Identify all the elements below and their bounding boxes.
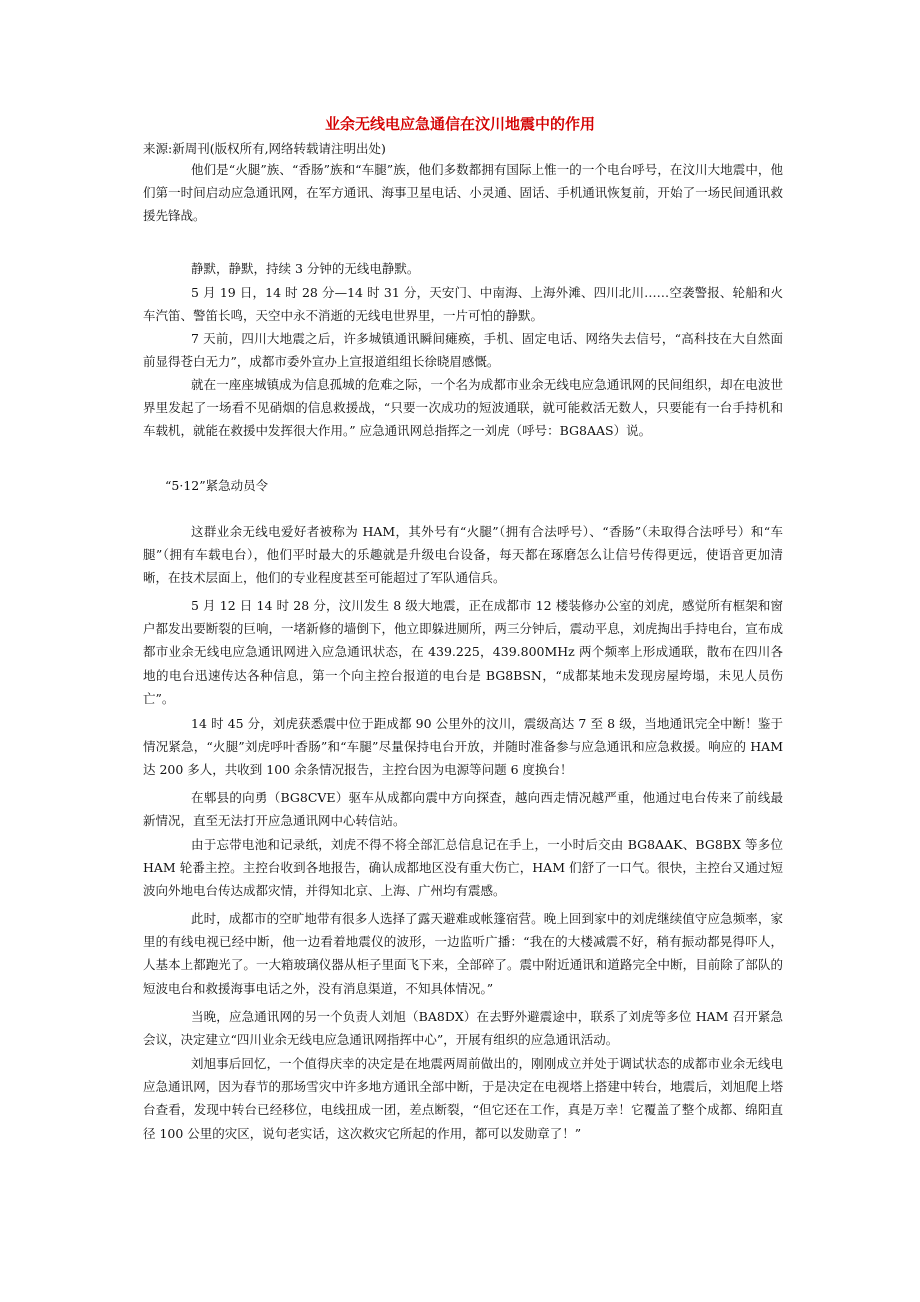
paragraph-recall: 刘旭事后回忆，一个值得庆幸的决定是在地震两周前做出的，刚刚成立并处于调试状态的成都市业余无线电应急通讯网，因为春节的那场雪灾中许多地方通讯全部中断，于是决定在电视塔上搭建中转台，地震后，刘旭爬上塔台查看，发现中转台已经移位，电线扭成一团，差点断裂，“但它还在工作，真是万幸！它覆盖了整个成都、绵阳直径 100 公里的灾区，说句老实话，这次救灾它所起的作用，都可以发勋章了！” xyxy=(143,1056,783,1141)
paragraph-silence: 静默，静默，持续 3 分钟的无线电静默。 xyxy=(191,261,420,276)
paragraph-may19: 5 月 19 日，14 时 28 分—14 时 31 分，天安门、中南海、上海外滩、四川北川……空袭警报、轮船和火车汽笛、警笛长鸣，天空中永不消逝的无线电世界里，一片可怕的静默。 xyxy=(143,285,783,324)
paragraph-battery: 由于忘带电池和记录纸，刘虎不得不将全部汇总信息记在手上，一小时后交由 BG8AAK、BG8BX 等多位 HAM 轮番主控。主控台收到各地报告，确认成都地区没有重大伤亡，HAM 们舒了一口气。很快，主控台又通过短波向外地电台传达成都灾情，并得知北京、上海、广州均有震感。 xyxy=(143,837,783,899)
paragraph-that-night: 当晚，应急通讯网的另一个负责人刘旭（BA8DX）在去野外避震途中，联系了刘虎等多位 HAM 召开紧急会议，决定建立“四川业余无线电应急通讯网指挥中心”，开展有组织的应急通讯活动。 xyxy=(143,1009,783,1048)
paragraph-ham-intro: 这群业余无线电爱好者被称为 HAM，其外号有“火腿”（拥有合法呼号）、“香肠”（未取得合法呼号）和“车腿”（拥有车载电台），他们平时最大的乐趣就是升级电台设备，每天都在琢磨怎么让信号传得更远，使语音更加清晰，在技术层面上，他们的专业程度甚至可能超过了军队通信兵。 xyxy=(143,524,783,586)
section-subheading: “5·12”紧急动员令 xyxy=(165,478,269,493)
paragraph-1445: 14 时 45 分，刘虎获悉震中位于距成都 90 公里外的汶川，震级高达 7 至 8 级，当地通讯完全中断！鉴于情况紧急，“火腿”刘虎呼叶香肠”和“车腿”尽量保持电台开放，并随时准备参与应急通讯和应急救援。响应的 HAM 达 200 多人，共收到 100 余条情况报告，主控台因为电源等问题 6 度换台！ xyxy=(143,716,783,778)
paragraph-may12: 5 月 12 日 14 时 28 分，汶川发生 8 级大地震，正在成都市 12 楼装修办公室的刘虎，感觉所有框架和窗户都发出要断裂的巨响，一堵新修的墙倒下，他立即躲进厕所，两三分钟后，震动平息，刘虎掏出手持电台，宣布成都市业余无线电应急通讯网进入应急通讯状态，在 439.225，439.800MHz 两个频率上形成通联，散布在四川各地的电台迅速传达各种信息，第一个向主控台报道的电台是 BG8BSN，“成都某地未发现房屋垮塌，未见人员伤亡”。 xyxy=(143,598,783,706)
paragraph-evening: 此时，成都市的空旷地带有很多人选择了露天避难或帐篷宿营。晚上回到家中的刘虎继续值守应急频率，家里的有线电视已经中断，他一边看着地震仪的波形，一边监听广播：“我在的大楼减震不好，稍有振动都晃得吓人，人基本上都跑光了。一大箱玻璃仪器从柜子里面飞下来，全部碎了。震中附近通讯和道路完全中断，目前除了部队的短波电台和救援海事电话之外，没有消息渠道，不知具体情况。” xyxy=(143,911,783,996)
paragraph-pixian: 在郫县的向勇（BG8CVE）驱车从成都向震中方向探查，越向西走情况越严重，他通过电台传来了前线最新情况，直至无法打开应急通讯网中心转信站。 xyxy=(143,790,783,829)
article-source: 来源:新周刊(版权所有,网络转载请注明出处) xyxy=(143,141,386,156)
paragraph-seven-days: 7 天前，四川大地震之后，许多城镇通讯瞬间瘫痪，手机、固定电话、网络失去信号，“高科技在大自然面前显得苍白无力”，成都市委外宣办上宣报道组组长徐晓眉感慨。 xyxy=(143,331,783,370)
article-title: 业余无线电应急通信在汶川地震中的作用 xyxy=(324,115,595,133)
paragraph-info-island: 就在一座座城镇成为信息孤城的危难之际，一个名为成都市业余无线电应急通讯网的民间组织，却在电波世界里发起了一场看不见硝烟的信息救援战，“只要一次成功的短波通联，就可能救活无数人，只要能有一台手持机和车载机，就能在救援中发挥很大作用。” 应急通讯网总指挥之一刘虎（呼号：BG8AAS）说。 xyxy=(143,377,783,439)
paragraph-intro: 他们是“火腿”族、“香肠”族和“车腿”族，他们多数都拥有国际上惟一的一个电台呼号，在汶川大地震中，他们第一时间启动应急通讯网，在军方通讯、海事卫星电话、小灵通、固话、手机通讯恢复前，开始了一场民间通讯救援先锋战。 xyxy=(143,162,783,224)
